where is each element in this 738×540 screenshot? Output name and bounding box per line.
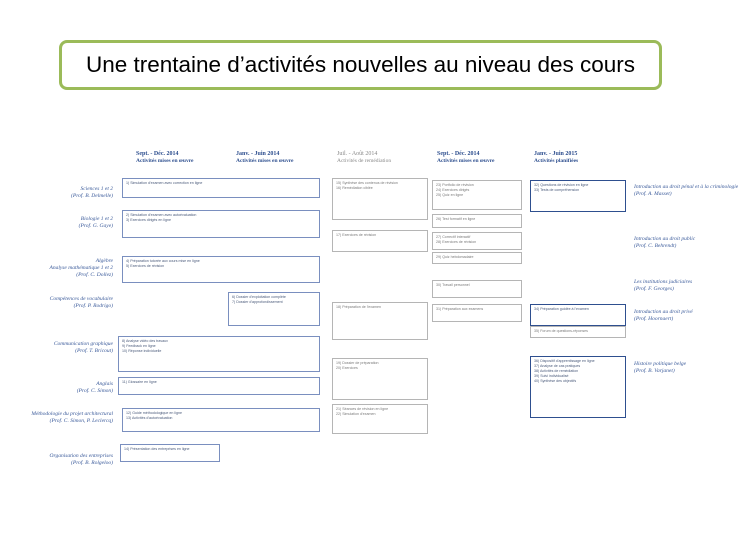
activity-box: 1) Simulation d'examen avec correction en ligne — [122, 178, 320, 198]
activity-box: 2) Simulation d'examen avec autoévaluation 3) Exercices dirigés en ligne — [122, 210, 320, 238]
activity-box: 12) Guide méthodologique en ligne 13) Activités d'autoévaluation — [122, 408, 320, 432]
activity-box: 23) Portfolio de révision 24) Exercices dirigés 25) Quiz en ligne — [432, 180, 522, 210]
activity-box: 6) Dossier d'exploitation complète 7) Dossier d'approfondissement — [228, 292, 320, 326]
column-header: Sept. - Déc. 2014 Activités mises en œuvre — [136, 151, 194, 164]
column-header: Janv. - Juin 2015 Activités planifiées — [534, 151, 579, 164]
course-label: Communication graphique (Prof. T. Bricout) — [53, 341, 113, 354]
activity-box: 32) Questions de révision en ligne 33) Tests de compréhension — [530, 180, 626, 212]
course-label: Algèbre Analyse mathématique 1 et 2 (Prof. C. Dollez) — [49, 258, 113, 278]
activity-box: 15) Synthèse des contenus de révision 16) Remédiation ciblée — [332, 178, 428, 220]
activity-box: 27) Correctif interactif 28) Exercices de révision — [432, 232, 522, 250]
course-label: Anglais (Prof. C. Simon) — [76, 381, 113, 394]
column-header: Sept. - Déc. 2014 Activités mises en œuvre — [437, 151, 495, 164]
activity-box: 18) Préparation de l'examen — [332, 302, 428, 340]
activity-box: 17) Exercices de révision — [332, 230, 428, 252]
course-label: Les institutions judiciaires (Prof. F. Georges) — [634, 279, 693, 292]
course-label: Histoire politique belge (Prof. B. Varjanet) — [634, 361, 687, 374]
activity-box: 19) Dossier de préparation 20) Exercices — [332, 358, 428, 400]
course-label: Introduction au droit privé (Prof. Hoornaert) — [634, 309, 693, 322]
activity-box: 31) Préparation aux examens — [432, 304, 522, 322]
activity-box: 26) Test formatif en ligne — [432, 214, 522, 228]
activity-box: 36) Dispositif d'apprentissage en ligne 37) Analyse de cas pratiques 38) Activités de remédiation 39) Suivi individualisé 40) Synthèse des objectifs — [530, 356, 626, 418]
course-label: Introduction au droit pénal et à la criminologie (Prof. A. Masset) — [634, 184, 738, 197]
course-label: Compétences de vocabulaire (Prof. P. Rodrigo) — [49, 296, 113, 309]
slide-title: Une trentaine d’activités nouvelles au niveau des cours — [85, 52, 636, 77]
activity-box: 29) Quiz hebdomadaire — [432, 252, 522, 264]
activity-box: 34) Préparation guidée à l'examen — [530, 304, 626, 326]
course-label: Sciences 1 et 2 (Prof. B. Delmelle) — [71, 186, 113, 199]
course-label: Organisation des entreprises (Prof. B. Rolgeloo) — [49, 453, 113, 466]
activity-box: 30) Travail personnel — [432, 280, 522, 298]
course-label: Introduction au droit public (Prof. C. Behrendt) — [634, 236, 696, 249]
activity-box: 35) Forum de questions-réponses — [530, 326, 626, 338]
activity-box: 8) Analyse vidéo des travaux 9) Feedback en ligne 10) Réponse individuelle — [118, 336, 320, 372]
column-header: Janv. - Juin 2014 Activités mises en œuvre — [236, 151, 294, 164]
activity-box: 4) Préparation tutorée aux cours mise en ligne 5) Exercices de révision — [122, 256, 320, 283]
activity-box: 14) Présentation des entreprises en ligne — [120, 444, 220, 462]
activity-box: 11) Glossaire en ligne — [118, 377, 320, 395]
course-label: Biologie 1 et 2 (Prof. G. Gaye) — [78, 216, 113, 229]
activity-box: 21) Séances de révision en ligne 22) Simulation d'examen — [332, 404, 428, 434]
course-label: Méthodologie du projet architectural (Prof. C. Simon, P. Leclercq) — [31, 411, 113, 424]
column-header: Juil. - Août 2014 Activités de remédiation — [337, 151, 392, 164]
